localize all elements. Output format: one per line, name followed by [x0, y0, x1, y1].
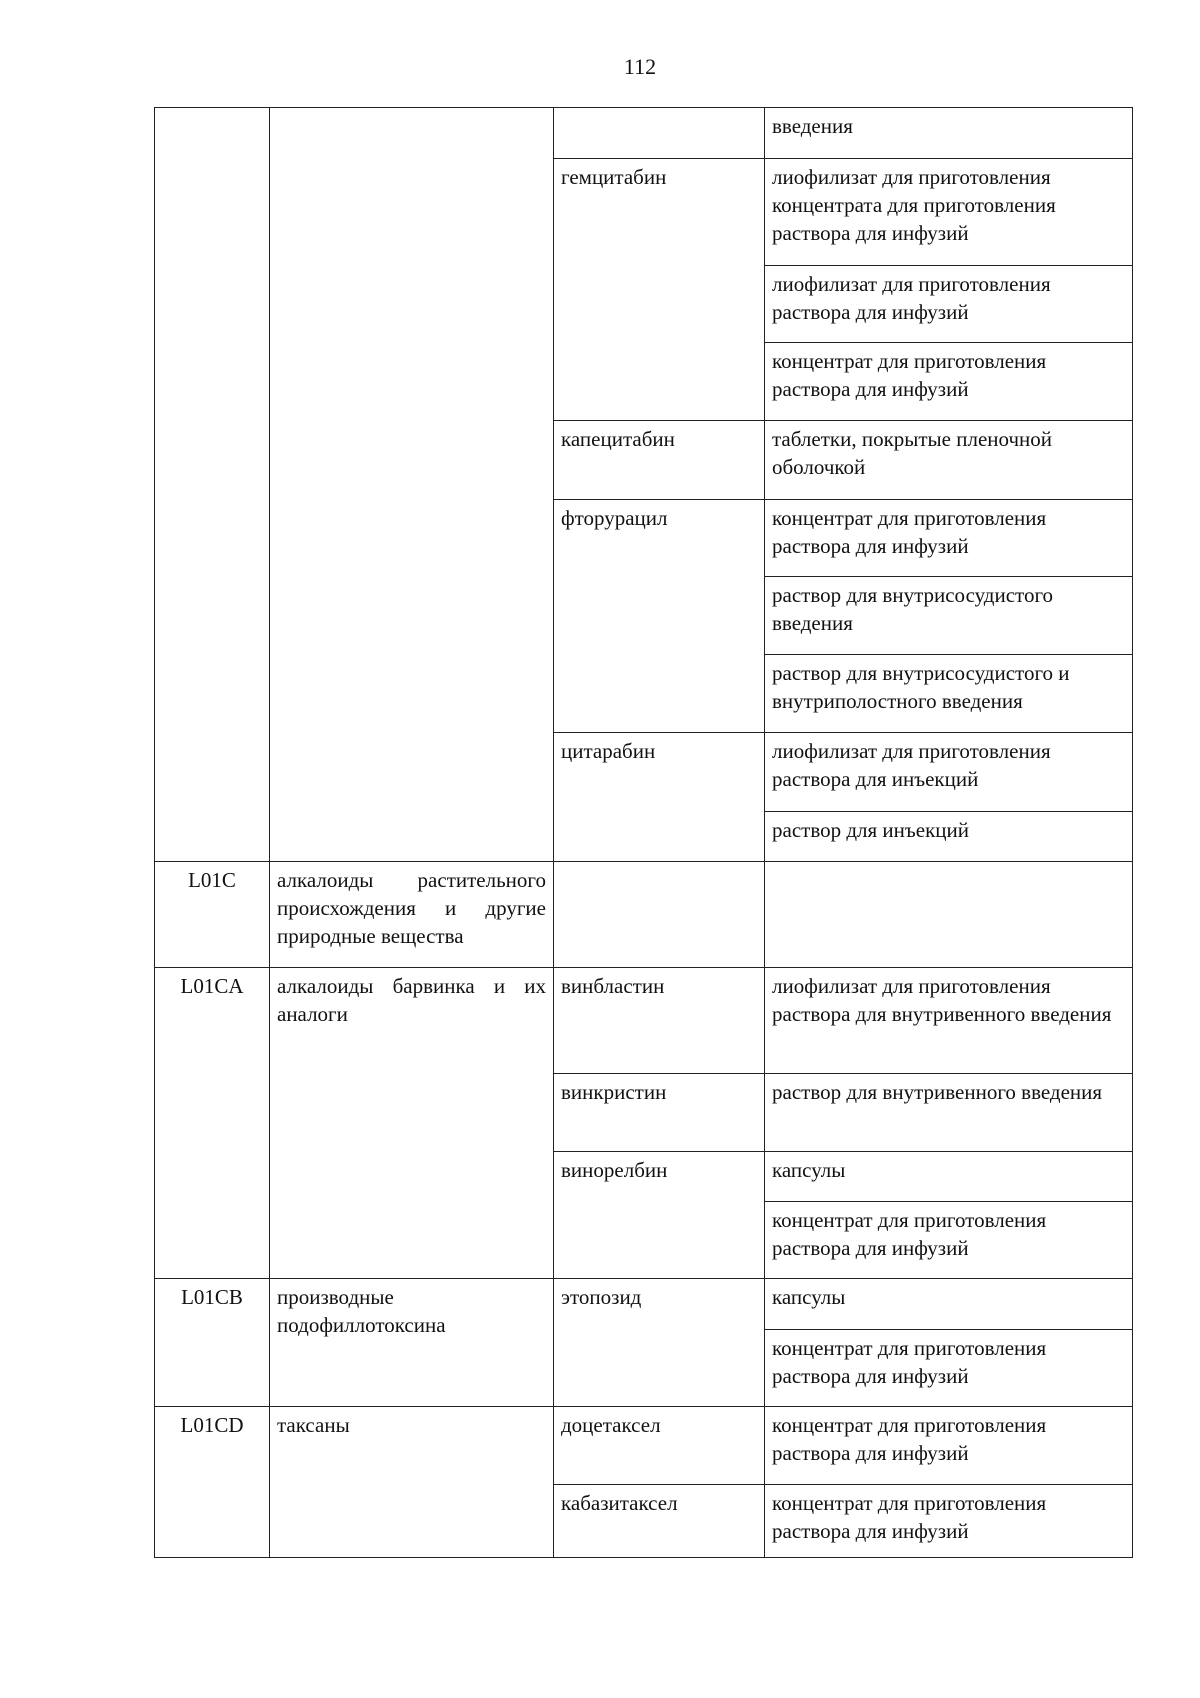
form-cell: капсулы [765, 1152, 1133, 1202]
form-cell: раствор для внутрисосудистого и внутриполостного введения [765, 655, 1133, 733]
group-cell: алкалоиды барвинка и их аналоги [270, 968, 554, 1279]
form-cell: концентрат для приготовления раствора для инфузий [765, 1485, 1133, 1558]
drug-cell: кабазитаксел [554, 1485, 765, 1558]
form-cell: концентрат для приготовления раствора для инфузий [765, 1202, 1133, 1279]
table-row [155, 1279, 1133, 1330]
group-cell: алкалоиды растительного происхождения и другие природные вещества [270, 862, 554, 968]
atc-code-cell: L01CB [155, 1279, 270, 1407]
atc-code-cell [155, 108, 270, 862]
form-cell: концентрат для приготовления раствора для инфузий [765, 343, 1133, 421]
form-cell: раствор для внутривенного введения [765, 1074, 1133, 1152]
atc-code-cell: L01CA [155, 968, 270, 1279]
form-cell: раствор для внутрисосудистого введения [765, 577, 1133, 655]
form-cell: лиофилизат для приготовления раствора для инъекций [765, 733, 1133, 812]
drug-cell [554, 108, 765, 159]
atc-code-cell: L01CD [155, 1407, 270, 1558]
group-cell: таксаны [270, 1407, 554, 1558]
drug-cell: винорелбин [554, 1152, 765, 1279]
drug-cell: цитарабин [554, 733, 765, 862]
drug-cell [554, 862, 765, 968]
drug-cell: гемцитабин [554, 159, 765, 421]
table-row [155, 108, 1133, 159]
drug-cell: винбластин [554, 968, 765, 1074]
table-row [155, 968, 1133, 1074]
group-cell: производные подофиллотоксина [270, 1279, 554, 1407]
drug-cell: фторурацил [554, 500, 765, 733]
form-cell: введения [765, 108, 1133, 159]
table-row [155, 1407, 1133, 1485]
drug-cell: доцетаксел [554, 1407, 765, 1485]
form-cell [765, 862, 1133, 968]
group-cell [270, 108, 554, 862]
form-cell: концентрат для приготовления раствора для инфузий [765, 1407, 1133, 1485]
drug-cell: винкристин [554, 1074, 765, 1152]
form-cell: концентрат для приготовления раствора для инфузий [765, 1330, 1133, 1407]
atc-code-cell: L01C [155, 862, 270, 968]
form-cell: капсулы [765, 1279, 1133, 1330]
form-cell: лиофилизат для приготовления концентрата для приготовления раствора для инфузий [765, 159, 1133, 266]
form-cell: таблетки, покрытые пленочной оболочкой [765, 421, 1133, 500]
drug-cell: этопозид [554, 1279, 765, 1407]
form-cell: лиофилизат для приготовления раствора для внутривенного введения [765, 968, 1133, 1074]
form-cell: лиофилизат для приготовления раствора для инфузий [765, 266, 1133, 343]
drug-cell: капецитабин [554, 421, 765, 500]
table-row [155, 862, 1133, 968]
form-cell: раствор для инъекций [765, 812, 1133, 862]
medication-table [154, 107, 1133, 1558]
page-number: 112 [623, 54, 657, 79]
form-cell: концентрат для приготовления раствора для инфузий [765, 500, 1133, 577]
